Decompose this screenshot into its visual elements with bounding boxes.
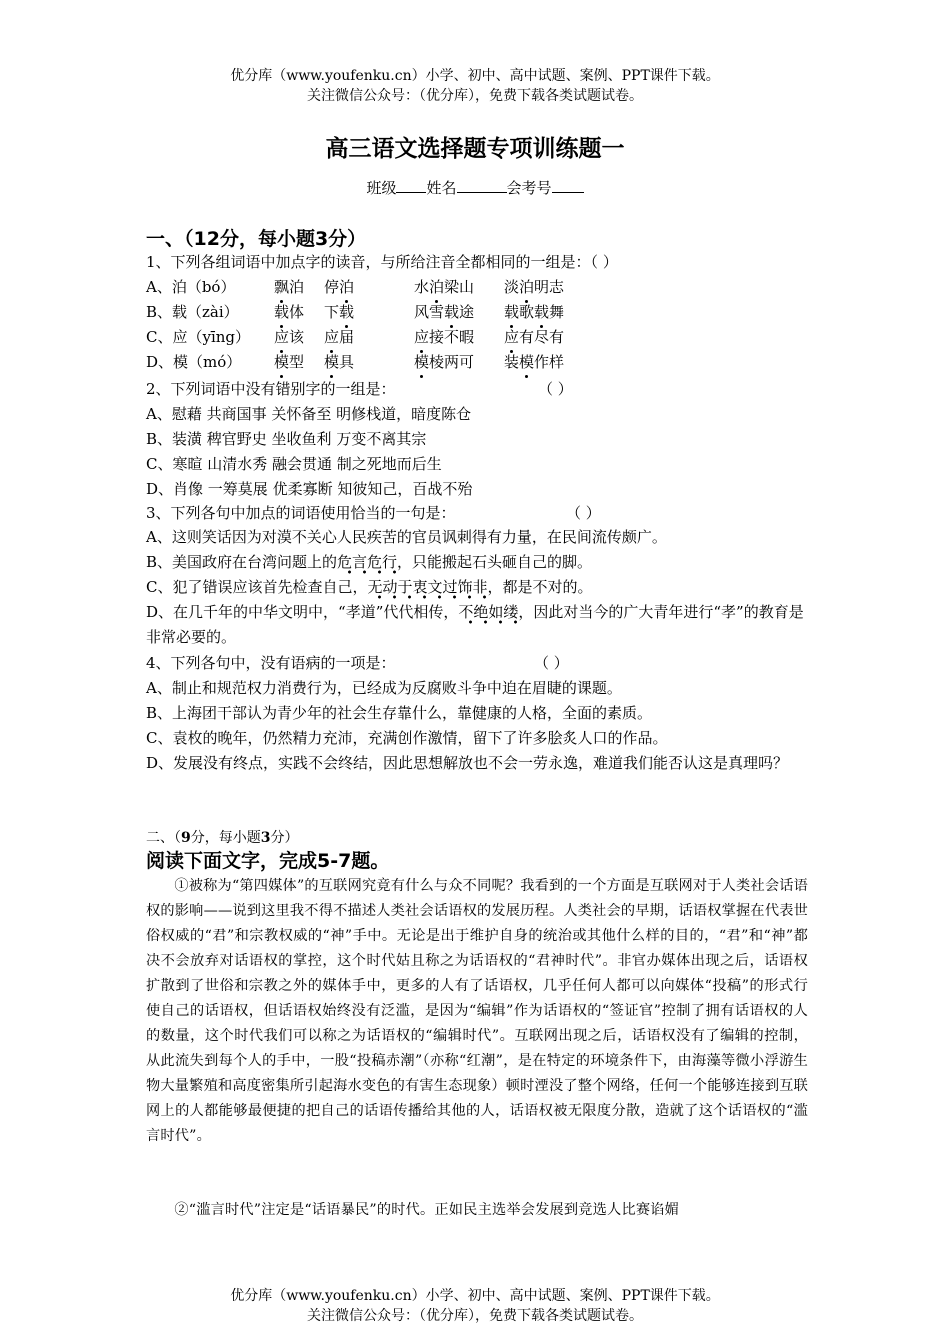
dotted-char: 模 xyxy=(519,350,534,375)
q3-option-d xyxy=(146,600,811,650)
section-2-heading xyxy=(146,828,299,848)
q1-option-b xyxy=(146,300,816,325)
option-word: 停泊 xyxy=(324,275,414,300)
option-text: ，都是不对的。 xyxy=(487,578,593,596)
dotted-phrase: 危言危行 xyxy=(337,553,397,574)
document-title: 高三语文选择题专项训练题一 xyxy=(325,136,625,162)
dotted-char: 泊 xyxy=(339,275,354,300)
option-label: D、模（mó） xyxy=(146,353,242,371)
option-word: 应接不暇 xyxy=(414,325,504,350)
dotted-char: 飘 xyxy=(274,275,289,300)
option-word: 下载 xyxy=(324,300,414,325)
q1-stem: 1、下列各组词语中加点字的读音，与所给注音全都相同的一组是：（ ） xyxy=(146,253,618,271)
footer-line-1: 优分库（www.youfenku.cn）小学、初中、高中试题、案例、PPT课件下载。 xyxy=(230,1288,720,1304)
q1-option-d xyxy=(146,350,816,375)
heading-part: 分，每小题 xyxy=(190,830,261,846)
section-1-heading: 一、（12分，每小题3分） xyxy=(146,228,367,250)
option-word: 模型 xyxy=(274,350,324,375)
footer-line-2: 关注微信公众号：（优分库），免费下载各类试题试卷。 xyxy=(307,1308,643,1324)
q1-option-a xyxy=(146,275,816,300)
option-text: D、在几千年的中华文明中，“孝道”代代相传， xyxy=(146,603,459,621)
q3-stem: 3、下列各句中加点的词语使用恰当的一句是： xyxy=(146,504,456,522)
q4-stem: 4、下列各句中，没有语病的一项是： xyxy=(146,654,396,672)
q4-option-c: C、袁枚的晚年，仍然精力充沛，充满创作激情，留下了许多脍炙人口的作品。 xyxy=(146,729,668,747)
option-word: 装模作样 xyxy=(504,350,564,375)
q2-option-c: C、寒暄 山清水秀 融会贯通 制之死地而后生 xyxy=(146,455,442,473)
class-label: 班级 xyxy=(366,179,397,197)
q2-option-d: D、肖像 一筹莫展 优柔寡断 知彼知己，百战不殆 xyxy=(146,480,473,498)
dotted-char: 载 xyxy=(339,300,354,325)
q1-option-c xyxy=(146,325,816,350)
option-word: 载体 xyxy=(274,300,324,325)
page-footer xyxy=(0,1286,950,1326)
reading-instruction: 阅读下面文字，完成5-7题。 xyxy=(146,850,390,872)
exam-number-label: 会考号 xyxy=(506,179,552,197)
option-text: C、犯了错误应该首先检查自己， xyxy=(146,578,368,596)
name-blank xyxy=(457,176,507,193)
dotted-char: 应 xyxy=(274,325,289,350)
option-word: 应该 xyxy=(274,325,324,350)
option-word: 飘泊 xyxy=(274,275,324,300)
q2-option-a: A、慰藉 共商国事 关怀备至 明修栈道，暗度陈仓 xyxy=(146,405,472,423)
dotted-char: 应 xyxy=(504,325,519,350)
dotted-phrase: 无动于衷文过饰非 xyxy=(367,578,487,599)
reading-paragraph-1: ①被称为“第四媒体”的互联网究竟有什么与众不同呢？我看到的一个方面是互联网对于人类社会话语权的影响——说到这里我不得不描述人类社会话语权的发展历程。人类社会的早期，话语权掌握在代表世俗权威的“君”和宗教权威的“神”手中。无论是出于维护自身的统治或其他什么样的目的，“君”和“神”都决不会放弃对话语权的掌控，这个时代姑且称之为话语权的“君神时代”。非官办媒体出现之后，话语权扩散到了世俗和宗教之外的媒体手中，更多的人有了话语权，几乎任何人都可以向媒体“投稿”的形式行使自己的话语权，但话语权始终没有泛滥，是因为“编辑”作为话语权的“签证官”控制了拥有话语权的人的数量，这个时代我们可以称之为话语权的“编辑时代”。互联网出现之后，话语权没有了编辑的控制，从此流失到每个人的手中，一股“投稿赤潮”（亦称“红潮”，是在特定的环境条件下，由海藻等微小浮游生物大量繁殖和高度密集所引起海水变色的有害生态现象）顿时湮没了整个网络，任何一个能够连接到互联网上的人都能够最便捷的把自己的话语传播给其他的人，话语权被无限度分散，造就了这个话语权的“滥言时代”。 xyxy=(146,878,808,1144)
q3-option-c xyxy=(146,575,816,600)
dotted-char: 模 xyxy=(414,350,429,375)
dotted-char: 模 xyxy=(274,350,289,375)
q4-option-d: D、发展没有终点，实践不会终结，因此思想解放也不会一劳永逸，难道我们能否认这是真理吗？ xyxy=(146,754,789,772)
q4-option-a: A、制止和规范权力消费行为，已经成为反腐败斗争中迫在眉睫的课题。 xyxy=(146,679,622,697)
option-label: C、应（yīng） xyxy=(146,328,251,346)
heading-score: 3 xyxy=(260,830,271,846)
option-word: 淡泊明志 xyxy=(504,275,564,300)
q3-answer-paren: （ ） xyxy=(566,504,601,522)
q3-option-a: A、这则笑话因为对漠不关心人民疾苦的官员讽刺得有力量，在民间流传颇广。 xyxy=(146,528,667,546)
exam-number-blank xyxy=(552,176,584,193)
dotted-char: 模 xyxy=(324,350,339,375)
reading-paragraph-2: ②“滥言时代”注定是“话语暴民”的时代。正如民主选举会发展到竞选人比赛谄媚 xyxy=(174,1202,679,1218)
name-label: 姓名 xyxy=(426,179,457,197)
option-label: A、泊（bó） xyxy=(146,278,236,296)
option-text: B、美国政府在台湾问题上的 xyxy=(146,553,338,571)
q4-option-b: B、上海团干部认为青少年的社会生存靠什么，靠健康的人格，全面的素质。 xyxy=(146,704,653,722)
option-word: 应届 xyxy=(324,325,414,350)
header-line-2: 关注微信公众号：（优分库），免费下载各类试题试卷。 xyxy=(307,88,643,104)
heading-score: 9 xyxy=(181,830,191,846)
class-info-line xyxy=(0,176,950,199)
heading-part: 二、（ xyxy=(146,830,181,846)
page-header xyxy=(0,66,950,106)
option-word: 应有尽有 xyxy=(504,325,564,350)
dotted-char: 应 xyxy=(414,325,429,350)
dotted-char: 应 xyxy=(324,325,339,350)
option-text: ，只能搬起石头砸自己的脚。 xyxy=(397,553,593,571)
header-line-1: 优分库（www.youfenku.cn）小学、初中、高中试题、案例、PPT课件下载。 xyxy=(230,68,720,84)
dotted-char: 载 xyxy=(534,300,549,325)
option-word: 模具 xyxy=(324,350,414,375)
dotted-char: 载 xyxy=(274,300,289,325)
class-blank xyxy=(396,176,426,193)
option-word: 载歌载舞 xyxy=(504,300,564,325)
q4-answer-paren: （ ） xyxy=(534,654,569,672)
dotted-phrase: 不绝如缕 xyxy=(458,603,518,624)
q2-answer-paren: （ ） xyxy=(538,380,573,398)
dotted-char: 泊 xyxy=(519,275,534,300)
heading-part: 分） xyxy=(270,830,299,846)
option-text: ，因此对当今的广大青年进行“孝”的教育是非常必要的。 xyxy=(146,603,804,646)
dotted-char: 载 xyxy=(444,300,459,325)
dotted-char: 载 xyxy=(504,300,519,325)
dotted-char: 泊 xyxy=(429,275,444,300)
option-word: 模棱两可 xyxy=(414,350,504,375)
q2-option-b: B、装潢 稗官野史 坐收鱼利 万变不离其宗 xyxy=(146,430,427,448)
option-word: 水泊梁山 xyxy=(414,275,504,300)
option-label: B、载（zài） xyxy=(146,303,239,321)
option-word: 风雪载途 xyxy=(414,300,504,325)
q3-option-b xyxy=(146,550,816,575)
q2-stem: 2、下列词语中没有错别字的一组是： xyxy=(146,380,396,398)
